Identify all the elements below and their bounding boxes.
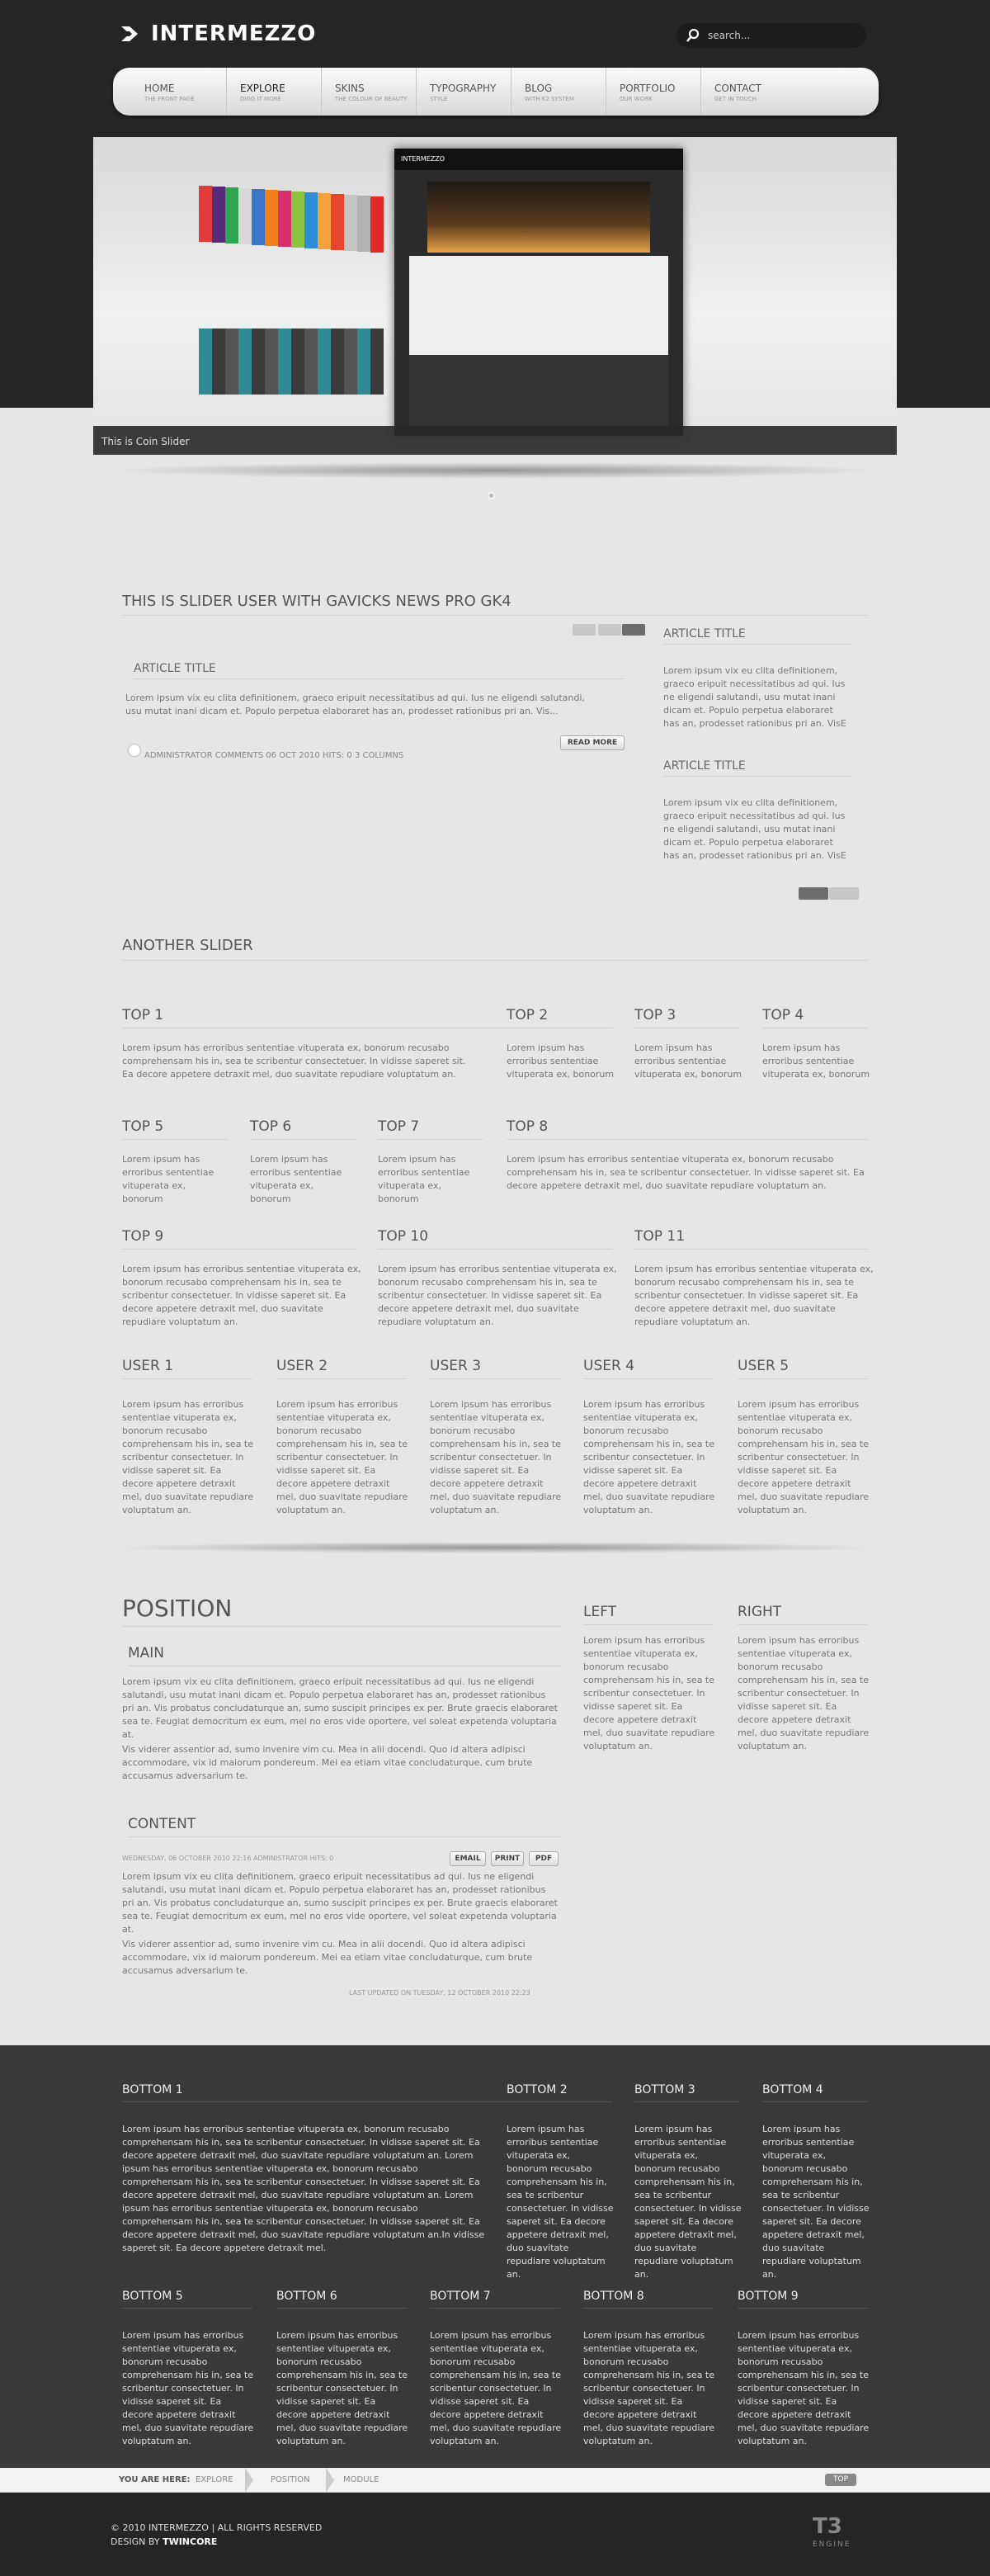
main-nav xyxy=(113,68,879,116)
module-title: BOTTOM 3 xyxy=(634,2083,695,2096)
comments-icon xyxy=(128,744,141,757)
logo-arrow-icon xyxy=(120,25,141,43)
content-meta: WEDNESDAY, 06 OCTOBER 2010 22:16 ADMINISTRATOR HITS: 0 xyxy=(122,1855,334,1862)
divider xyxy=(378,1139,483,1140)
divider xyxy=(276,2308,407,2309)
module-text: Lorem ipsum has erroribus sententiae vituperata ex, bonorum recusabo comprehensam his in, sea te scribentur consectetuer. In vidisse saperet sit. Ea decore appetere detraxit mel, duo suavitate repudiare voluptatum an. Lorem ipsum has erroribus sententiae vituperata ex, bonorum recusabo comprehensam his in, sea te scribentur consectetuer. In vidisse saperet sit. Ea decore appetere detraxit mel, duo suavitate repudiare voluptatum an. Lorem ipsum has erroribus sententiae vituperata ex, bonorum recusabo comprehensam his in, sea te scribentur consectetuer. In vidisse saperet sit. Ea decore appetere detraxit mel, duo suavitate repudiare voluptatum an.In vidisse saperet sit. Ea decore appetere detraxit mel. xyxy=(122,2124,485,2253)
side-article-title[interactable]: ARTICLE TITLE xyxy=(663,627,746,640)
divider xyxy=(634,1249,868,1250)
divider xyxy=(507,1139,868,1140)
module-title: TOP 9 xyxy=(122,1228,164,1245)
divider xyxy=(634,2101,740,2102)
module-text: Lorem ipsum has erroribus sententiae vituperata ex, bonorum recusabo comprehensam his in, sea te scribentur consectetuer. In vidisse saperet sit. Ea decore appetere detraxit mel, duo suavitate repudiare voluptatum an. xyxy=(507,1154,865,1191)
divider xyxy=(122,960,868,961)
news-title: THIS IS SLIDER USER WITH GAVICKS NEWS PRO GK4 xyxy=(122,593,512,610)
news-page-3[interactable] xyxy=(622,624,645,636)
right-title: RIGHT xyxy=(738,1604,782,1620)
bottom-area xyxy=(0,2045,990,2468)
divider xyxy=(583,1378,714,1379)
divider xyxy=(430,1378,560,1379)
strip xyxy=(199,186,212,242)
module-title: TOP 10 xyxy=(378,1228,429,1245)
module-title: BOTTOM 7 xyxy=(430,2290,491,2303)
design-label: DESIGN BY xyxy=(111,2536,160,2547)
divider xyxy=(122,2308,252,2309)
print-button[interactable]: PRINT xyxy=(491,1851,524,1866)
module-text: Lorem ipsum has erroribus sententiae vituperata ex, bonorum xyxy=(250,1154,342,1204)
module-text: Lorem ipsum has erroribus sententiae vituperata ex, bonorum xyxy=(122,1154,214,1204)
email-button[interactable]: EMAIL xyxy=(450,1851,486,1866)
back-to-top-button[interactable]: TOP xyxy=(825,2474,856,2486)
nav-label: PORTFOLIO xyxy=(620,83,676,94)
nav-sub: WITH K2 SYSTEM xyxy=(525,96,574,102)
divider xyxy=(583,1624,714,1625)
module-text: Lorem ipsum has erroribus sententiae vituperata ex, bonorum recusabo comprehensam his in, sea te scribentur consectetuer. In vidisse saperet sit. Ea decore appetere detraxit mel, duo suavitate repudiare voluptatum an. xyxy=(583,2330,715,2446)
position-title: POSITION xyxy=(122,1595,233,1622)
nav-label: EXPLORE xyxy=(240,83,285,94)
module-title: TOP 8 xyxy=(507,1118,549,1135)
nav-sub: OUR WORK xyxy=(620,96,653,102)
divider xyxy=(122,1139,228,1140)
strip xyxy=(278,191,291,247)
module-text: Lorem ipsum has erroribus sententiae vituperata ex, bonorum xyxy=(378,1154,470,1204)
nav-item-explore[interactable] xyxy=(226,68,321,116)
divider xyxy=(378,1249,612,1250)
content-text: Vis viderer assentior ad, sumo invenire vim cu. Mea in alii docendi. Quo id altera adipisci accommodare, vix id maiorum pondereum. Mei ea etiam vitae concludaturque, cum brute accusamus adversarium te. xyxy=(122,1939,533,1976)
divider xyxy=(430,2308,560,2309)
divider xyxy=(122,1378,252,1379)
divider xyxy=(134,678,625,679)
nav-label: SKINS xyxy=(335,83,365,94)
breadcrumb-item[interactable]: EXPLORE xyxy=(196,2475,233,2484)
nav-sub: STYLE xyxy=(430,96,448,102)
strip xyxy=(370,328,384,395)
module-title: USER 5 xyxy=(738,1358,790,1374)
strip xyxy=(344,328,357,395)
section-shadow xyxy=(107,1542,883,1553)
module-title: BOTTOM 4 xyxy=(762,2083,823,2096)
module-text: Lorem ipsum has erroribus sententiae vituperata ex, bonorum recusabo comprehensam his in, sea te scribentur consectetuer. In vidisse saperet sit. Ea decore appetere detraxit mel, duo suavitate repudiare voluptatum an. xyxy=(122,1042,466,1080)
strip xyxy=(212,187,225,243)
strip xyxy=(225,328,238,395)
strip xyxy=(238,188,252,244)
left-text: Lorem ipsum has erroribus sententiae vituperata ex, bonorum recusabo comprehensam his in, sea te scribentur consectetuer. In vidisse saperet sit. Ea decore appetere detraxit mel, duo suavitate repudiare voluptatum an. xyxy=(583,1635,715,1751)
divider xyxy=(663,776,851,777)
module-text: Lorem ipsum has erroribus sententiae vituperata ex, bonorum recusabo comprehensam his in, sea te scribentur consectetuer. In vidisse saperet sit. Ea decore appetere detraxit mel, duo suavitate repudiare voluptatum an. xyxy=(122,1264,361,1327)
strip xyxy=(331,328,344,395)
another-slider-title: ANOTHER SLIDER xyxy=(122,937,253,954)
shot-tower-image xyxy=(427,182,650,253)
nav-item-portfolio[interactable] xyxy=(606,68,700,116)
divider xyxy=(122,1249,356,1250)
strip xyxy=(225,187,238,243)
divider xyxy=(738,1378,868,1379)
module-text: Lorem ipsum has erroribus sententiae vituperata ex, bonorum recusabo comprehensam his in, sea te scribentur consectetuer. In vidisse saperet sit. Ea decore appetere detraxit mel, duo suavitate repudiare voluptatum an. xyxy=(276,2330,408,2446)
divider xyxy=(128,1836,561,1837)
coin-slider[interactable] xyxy=(93,137,897,455)
module-title: TOP 5 xyxy=(122,1118,164,1135)
nav-label: TYPOGRAPHY xyxy=(430,83,497,94)
shot-body xyxy=(409,256,668,355)
divider xyxy=(276,1378,407,1379)
module-text: Lorem ipsum has erroribus sententiae vituperata ex, bonorum recusabo comprehensam his in, sea te scribentur consectetuer. In vidisse saperet sit. Ea decore appetere detraxit mel, duo suavitate repudiare voluptatum an. xyxy=(738,2330,870,2446)
copyright: © 2010 INTERMEZZO | ALL RIGHTS RESERVED xyxy=(111,2522,323,2533)
article-title[interactable]: ARTICLE TITLE xyxy=(134,662,216,675)
strip xyxy=(291,328,304,395)
divider xyxy=(122,615,868,616)
strip xyxy=(357,196,370,252)
shot-footer xyxy=(409,355,668,434)
strip xyxy=(344,195,357,251)
breadcrumb-label: YOU ARE HERE: xyxy=(119,2475,191,2484)
module-title: USER 4 xyxy=(583,1358,635,1374)
module-title: BOTTOM 6 xyxy=(276,2290,337,2303)
slider-dot[interactable] xyxy=(488,492,495,499)
module-text: Lorem ipsum has erroribus sententiae vituperata ex, bonorum xyxy=(634,1042,742,1080)
content-text: Lorem ipsum vix eu clita definitionem, graeco eripuit necessitatibus ad qui. Ius ne eligendi salutandi, usu mutat inani dicam et. Populo perpetua elaboraret has an, prodesset rationibus pri an. Vis probatus concludaturque an, sumo suscipit principes ex per. Brute graecis elaboraret sea te. Feugiat democritum ex eum, mel no eros vide oportere, vel soleat expetenda voluptaria at. xyxy=(122,1871,558,1935)
strip xyxy=(265,190,278,246)
content-title: CONTENT xyxy=(128,1816,196,1832)
module-text: Lorem ipsum has erroribus sententiae vituperata ex, bonorum xyxy=(762,1042,870,1080)
divider xyxy=(762,2101,868,2102)
side-page-2[interactable] xyxy=(829,887,859,900)
breadcrumb-arrow-icon xyxy=(245,2468,253,2493)
module-title: BOTTOM 8 xyxy=(583,2290,644,2303)
last-updated: LAST UPDATED ON TUESDAY, 12 OCTOBER 2010 22:23 xyxy=(349,1989,530,1997)
module-text: Lorem ipsum has erroribus sententiae vituperata ex, bonorum recusabo comprehensam his in, sea te scribentur consectetuer. In vidisse saperet sit. Ea decore appetere detraxit mel, duo suavitate repudiare voluptatum an. xyxy=(378,1264,617,1327)
module-title: BOTTOM 2 xyxy=(507,2083,568,2096)
right-text: Lorem ipsum has erroribus sententiae vituperata ex, bonorum recusabo comprehensam his in, sea te scribentur consectetuer. In vidisse saperet sit. Ea decore appetere detraxit mel, duo suavitate repudiare voluptatum an. xyxy=(738,1635,870,1751)
nav-label: CONTACT xyxy=(714,83,761,94)
module-text: Lorem ipsum has erroribus sententiae vituperata ex, bonorum recusabo comprehensam his in, sea te scribentur consectetuer. In vidisse saperet sit. Ea decore appetere detraxit mel, duo suavitate repudiare voluptatum an. xyxy=(276,1399,408,1515)
search-placeholder: search... xyxy=(708,30,751,41)
module-title: TOP 2 xyxy=(507,1007,549,1023)
main-title: MAIN xyxy=(128,1645,165,1661)
module-title: BOTTOM 1 xyxy=(122,2083,183,2096)
nav-item-contact[interactable] xyxy=(700,68,795,116)
side-article-text: Lorem ipsum vix eu clita definitionem, graeco eripuit necessitatibus ad qui. Ius ne eligendi salutandi, usu mutat inani dicam et. Populo perpetua elaboraret has an, prodesset rationibus pri an. VisE xyxy=(663,665,846,729)
site-logo[interactable] xyxy=(120,21,316,46)
module-text: Lorem ipsum has erroribus sententiae vituperata ex, bonorum recusabo comprehensam his in, sea te scribentur consectetuer. In vidisse saperet sit. Ea decore appetere detraxit mel, duo suavitate repudiare voluptatum an. xyxy=(507,2124,614,2280)
divider xyxy=(738,1624,868,1625)
strip xyxy=(252,328,265,395)
nav-sub: THE FRONT PAGE xyxy=(144,96,195,102)
breadcrumb xyxy=(0,2468,990,2493)
strip xyxy=(252,189,265,245)
module-title: USER 2 xyxy=(276,1358,328,1374)
side-article-text: Lorem ipsum vix eu clita definitionem, graeco eripuit necessitatibus ad qui. Ius ne eligendi salutandi, usu mutat inani dicam et. Populo perpetua elaboraret has an, prodesset rationibus pri an. VisE xyxy=(663,797,846,861)
slider-screenshot xyxy=(394,149,683,436)
module-title: TOP 7 xyxy=(378,1118,420,1135)
module-text: Lorem ipsum has erroribus sententiae vituperata ex, bonorum recusabo comprehensam his in, sea te scribentur consectetuer. In vidisse saperet sit. Ea decore appetere detraxit mel, duo suavitate repudiare voluptatum an. xyxy=(738,1399,870,1515)
module-title: TOP 3 xyxy=(634,1007,676,1023)
strip xyxy=(291,191,304,248)
module-text: Lorem ipsum has erroribus sententiae vituperata ex, bonorum recusabo comprehensam his in, sea te scribentur consectetuer. In vidisse saperet sit. Ea decore appetere detraxit mel, duo suavitate repudiare voluptatum an. xyxy=(583,1399,715,1515)
design-credit xyxy=(111,2536,217,2547)
divider xyxy=(250,1139,356,1140)
logo-text: INTERMEZZO xyxy=(151,21,317,46)
slider-shadow xyxy=(107,462,883,479)
nav-item-blog[interactable] xyxy=(511,68,606,116)
module-text: Lorem ipsum has erroribus sententiae vituperata ex, bonorum recusabo comprehensam his in, sea te scribentur consectetuer. In vidisse saperet sit. Ea decore appetere detraxit mel, duo suavitate repudiare voluptatum an. xyxy=(430,1399,562,1515)
module-title: TOP 4 xyxy=(762,1007,804,1023)
strip xyxy=(265,328,278,395)
slider-caption: This is Coin Slider xyxy=(93,426,897,455)
strip xyxy=(212,328,225,395)
strip xyxy=(304,192,318,248)
shot-logo: INTERMEZZO xyxy=(394,149,683,170)
nav-sub: GET IN TOUCH xyxy=(714,96,757,102)
strip xyxy=(370,196,384,253)
module-title: TOP 6 xyxy=(250,1118,292,1135)
side-article-title[interactable]: ARTICLE TITLE xyxy=(663,759,746,773)
module-text: Lorem ipsum has erroribus sententiae vituperata ex, bonorum recusabo comprehensam his in, sea te scribentur consectetuer. In vidisse saperet sit. Ea decore appetere detraxit mel, duo suavitate repudiare voluptatum an. xyxy=(122,2330,254,2446)
nav-item-home[interactable] xyxy=(131,68,226,116)
left-title: LEFT xyxy=(583,1604,617,1620)
breadcrumb-arrow-icon xyxy=(326,2468,334,2493)
divider xyxy=(663,644,851,645)
designer-link[interactable]: TWINCORE xyxy=(163,2536,218,2547)
divider xyxy=(122,1626,561,1627)
news-page-2[interactable] xyxy=(598,624,621,636)
main-text: Vis viderer assentior ad, sumo invenire vim cu. Mea in alii docendi. Quo id altera adipisci accommodare, vix id maiorum pondereum. Mei ea etiam vitae concludaturque, cum brute accusamus adversarium te. xyxy=(122,1744,533,1781)
module-text: Lorem ipsum has erroribus sententiae vituperata ex, bonorum recusabo comprehensam his in, sea te scribentur consectetuer. In vidisse saperet sit. Ea decore appetere detraxit mel, duo suavitate repudiare voluptatum an. xyxy=(634,1264,874,1327)
breadcrumb-item[interactable]: POSITION xyxy=(271,2475,310,2484)
news-page-1[interactable] xyxy=(573,624,596,636)
module-title: BOTTOM 9 xyxy=(738,2290,799,2303)
article-text: Lorem ipsum vix eu clita definitionem, graeco eripuit necessitatibus ad qui. Ius ne eligendi salutandi, usu mutat inani dicam et. Populo perpetua elaboraret has an, prodesset rationibus pri an. Vis... xyxy=(125,692,585,716)
nav-sub: THE COLOUR OF BEAUTY xyxy=(335,96,408,102)
module-text: Lorem ipsum has erroribus sententiae vituperata ex, bonorum recusabo comprehensam his in, sea te scribentur consectetuer. In vidisse saperet sit. Ea decore appetere detraxit mel, duo suavitate repudiare voluptatum an. xyxy=(762,2124,870,2280)
strip xyxy=(278,328,291,395)
pdf-button[interactable]: PDF xyxy=(529,1851,559,1866)
module-text: Lorem ipsum has erroribus sententiae vituperata ex, bonorum recusabo comprehensam his in, sea te scribentur consectetuer. In vidisse saperet sit. Ea decore appetere detraxit mel, duo suavitate repudiare voluptatum an. xyxy=(430,2330,562,2446)
strip xyxy=(304,328,318,395)
side-page-1[interactable] xyxy=(799,887,828,900)
t3-logo[interactable]: T3 xyxy=(813,2514,842,2539)
strip xyxy=(199,328,212,395)
search-icon xyxy=(686,29,700,42)
module-title: USER 3 xyxy=(430,1358,482,1374)
strip xyxy=(331,194,344,250)
footer xyxy=(0,2493,990,2576)
breadcrumb-item: MODULE xyxy=(343,2475,380,2484)
module-text: Lorem ipsum has erroribus sententiae vituperata ex, bonorum xyxy=(507,1042,615,1080)
divider xyxy=(583,2308,714,2309)
nav-item-skins[interactable] xyxy=(321,68,416,116)
module-title: TOP 11 xyxy=(634,1228,686,1245)
divider xyxy=(738,2308,868,2309)
t3-engine: ENGINE xyxy=(813,2541,851,2549)
divider xyxy=(507,2101,612,2102)
module-title: USER 1 xyxy=(122,1358,174,1374)
nav-label: HOME xyxy=(144,83,175,94)
module-text: Lorem ipsum has erroribus sententiae vituperata ex, bonorum recusabo comprehensam his in, sea te scribentur consectetuer. In vidisse saperet sit. Ea decore appetere detraxit mel, duo suavitate repudiare voluptatum an. xyxy=(122,1399,254,1515)
strip xyxy=(357,328,370,395)
strip xyxy=(318,328,331,395)
article-meta: ADMINISTRATOR COMMENTS 06 OCT 2010 HITS: 0 3 COLUMNS xyxy=(144,751,404,760)
main-text: Lorem ipsum vix eu clita definitionem, graeco eripuit necessitatibus ad qui. Ius ne eligendi salutandi, usu mutat inani dicam et. Populo perpetua elaboraret has an, prodesset rationibus pri an. Vis probatus concludaturque an, sumo suscipit principes ex per. Brute graecis elaboraret sea te. Feugiat democritum ex eum, mel no eros vide oportere, vel soleat expetenda voluptaria at. xyxy=(122,1676,558,1740)
divider xyxy=(122,2101,563,2102)
strip xyxy=(318,193,331,249)
nav-item-typography[interactable] xyxy=(416,68,511,116)
read-more-button[interactable]: READ MORE xyxy=(560,735,625,750)
nav-label: BLOG xyxy=(525,83,553,94)
module-title: BOTTOM 5 xyxy=(122,2290,183,2303)
module-text: Lorem ipsum has erroribus sententiae vituperata ex, bonorum recusabo comprehensam his in, sea te scribentur consectetuer. In vidisse saperet sit. Ea decore appetere detraxit mel, duo suavitate repudiare voluptatum an. xyxy=(634,2124,742,2280)
search-input[interactable] xyxy=(676,23,866,48)
nav-sub: DIGG IT MORE xyxy=(240,96,281,102)
strip xyxy=(238,328,252,395)
module-title: TOP 1 xyxy=(122,1007,164,1023)
